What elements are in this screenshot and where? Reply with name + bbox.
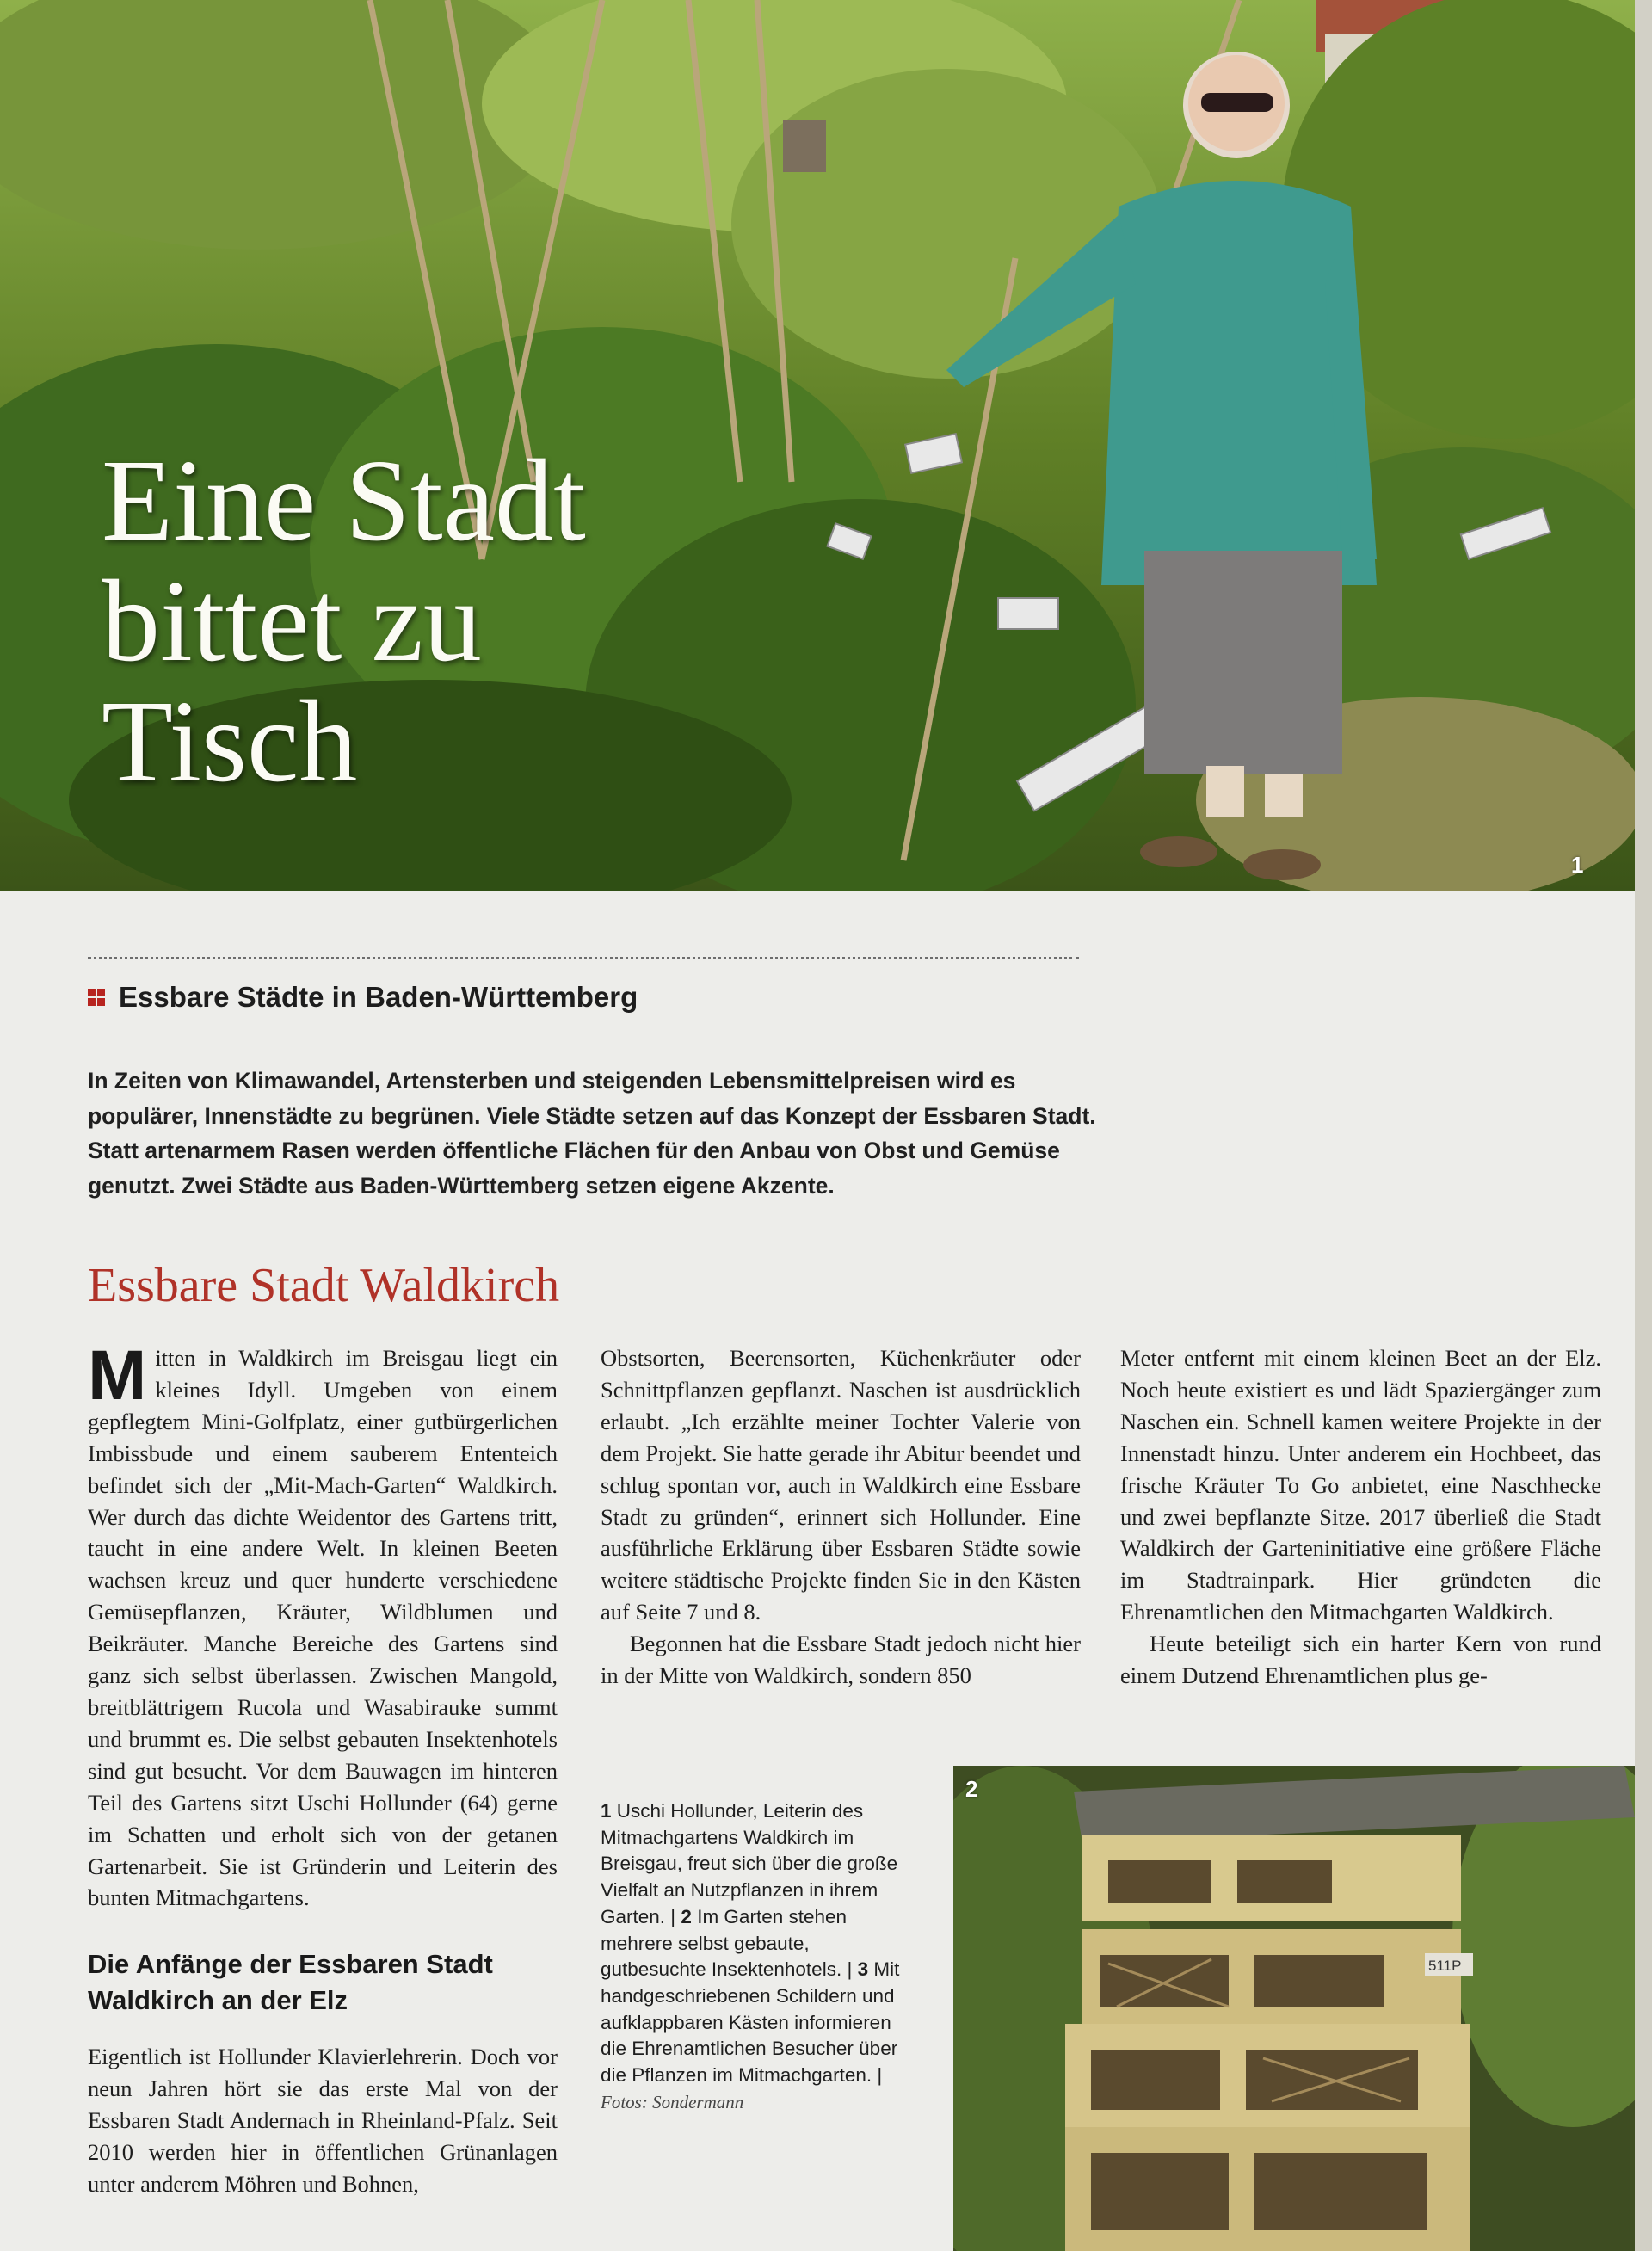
page-edge: [1635, 0, 1652, 2251]
photo-number-2: 2: [965, 1776, 978, 1802]
body-column-1-text: itten in Waldkirch im Breisgau liegt ein kleines Idyll. Umgeben von einem gepflegtem Mini-Golfplatz, einer gutbürgerlichen Imbissbude und einem sauberem Ententeich befindet sich der „Mit-Mach-Garten“ Waldkirch. Wer durch das dichte Weidentor des Gartens tritt, taucht in eine andere Welt. In kleinen Beeten wachsen kreuz und quer hunderte verschiedene Gemüsepflanzen, Kräuter, Wildblumen und Beikräuter. Manche Bereiche des Gartens sind ganz sich selbst überlassen. Zwischen Mangold, breitblättrigem Rucola und Wasabirauke summt und brummt es. Die selbst gebauten Insektenhotels sind gut besucht. Vor dem Bauwagen im hinteren Teil des Gartens sitzt Uschi Hollunder (64) gerne im Schatten und erholt sich von der getanen Gartenarbeit. Sie ist Gründerin und Leiterin des bunten Mitmachgartens.: [88, 1345, 558, 1911]
intro-text: In Zeiten von Klimawandel, Artensterben und steigenden Lebensmittelpreisen wird es populärer, Innenstädte zu begrünen. Viele Städte setzen auf das Konzept der Essbaren Stadt. Statt artenarmem Rasen werden öffentliche Flächen für den Anbau von Obst und Gemüse genutzt. Zwei Städte aus Baden-Württemberg setzen eigene Akzente.: [88, 1068, 1096, 1199]
photo-caption: [601, 1798, 902, 2115]
section-tag: [88, 981, 638, 1014]
hero-photo: [0, 0, 1635, 891]
article-headline: Essbare Stadt Waldkirch: [88, 1259, 560, 1312]
caption-number-3: 3: [857, 1958, 869, 1981]
body-column-2: [601, 1342, 1081, 1692]
photo-credit: Fotos: Sondermann: [601, 2091, 744, 2112]
dotted-divider: [88, 957, 1079, 959]
body-column-2-para-2: Begonnen hat die Essbare Stadt jedoch nicht hier in der Mitte von Waldkirch, sondern 850: [601, 1631, 1081, 1689]
photo-number-1: 1: [1571, 852, 1584, 878]
body-column-3-para-1: Meter entfernt mit einem kleinen Beet an der Elz. Noch heute existiert es und lädt Spaziergänger zum Naschen ein. Schnell kamen weitere Projekte in der Innenstadt hinzu. Unter anderem ein Hochbeet, das frische Kräuter To Go anbietet, eine Naschhecke und zwei bepflanzte Sitze. 2017 überließ die Stadt Waldkirch der Garteninitiative eine größere Fläche im Stadtrainpark. Hier gründeten die Ehrenamtlichen den Mitmachgarten Waldkirch.: [1120, 1345, 1601, 1625]
hero-title-line-1: Eine Stadt: [102, 436, 586, 565]
caption-text-1: Uschi Hollunder, Leiterin des Mitmachgartens Waldkirch im Breisgau, freut sich über die große Vielfalt an Nutzpflanzen in ihrem Garten. |: [601, 1800, 898, 1927]
insect-hotel-photo: [953, 1766, 1635, 2251]
body-column-1-continued: [88, 2041, 558, 2200]
section-tag-label: Essbare Städte in Baden-Württemberg: [119, 981, 638, 1013]
body-column-3: [1120, 1342, 1601, 1692]
body-column-3-para-2: Heute beteiligt sich ein harter Kern von rund einem Dutzend Ehrenamtlichen plus ge-: [1120, 1631, 1601, 1689]
body-column-1b-text: Eigentlich ist Hollunder Klavierlehrerin. Doch vor neun Jahren hört sie das erste Mal von der Essbaren Stadt Andernach in Rheinland-Pfalz. Seit 2010 werden hier in öffentlichen Grünanlagen unter anderem Möhren und Bohnen,: [88, 2044, 558, 2197]
body-column-1: [88, 1336, 558, 1914]
hero-title-line-2: bittet zu: [102, 557, 482, 686]
body-column-2-para-1: Obstsorten, Beerensorten, Küchenkräuter oder Schnittpflanzen gepflanzt. Naschen ist ausdrücklich erlaubt. „Ich erzählte meiner Tochter Valerie von dem Projekt. Sie hatte gerade ihr Abitur beendet und schlug spontan vor, auch in Waldkirch eine Essbare Stadt zu gründen“, erinnert sich Hollunder. Eine ausführliche Erklärung über Essbaren Städte sowie weitere städtische Projekte finden Sie in den Kästen auf Seite 7 und 8.: [601, 1345, 1081, 1625]
caption-number-1: 1: [601, 1800, 612, 1822]
hero-title: [102, 436, 586, 806]
insect-hotel-illustration: [953, 1766, 1635, 2251]
drop-cap: M: [88, 1336, 147, 1415]
subheading: Die Anfänge der Essbaren Stadt Waldkirch an der Elz: [88, 1949, 493, 2015]
caption-number-2: 2: [681, 1905, 692, 1927]
caption-text-2: Im Garten stehen mehrere selbst gebaute, gutbesuchte Insektenhotels. |: [601, 1905, 853, 1981]
hotel-sign-text: 511P: [1428, 1958, 1462, 1974]
hero-title-line-3: Tisch: [102, 677, 358, 806]
grid-icon: [88, 989, 105, 1006]
caption-text-3: Mit handgeschriebenen Schildern und aufklappbaren Kästen informieren die Ehrenamtlichen Besucher über die Pflanzen im Mitmachgarten. |: [601, 1958, 900, 2087]
